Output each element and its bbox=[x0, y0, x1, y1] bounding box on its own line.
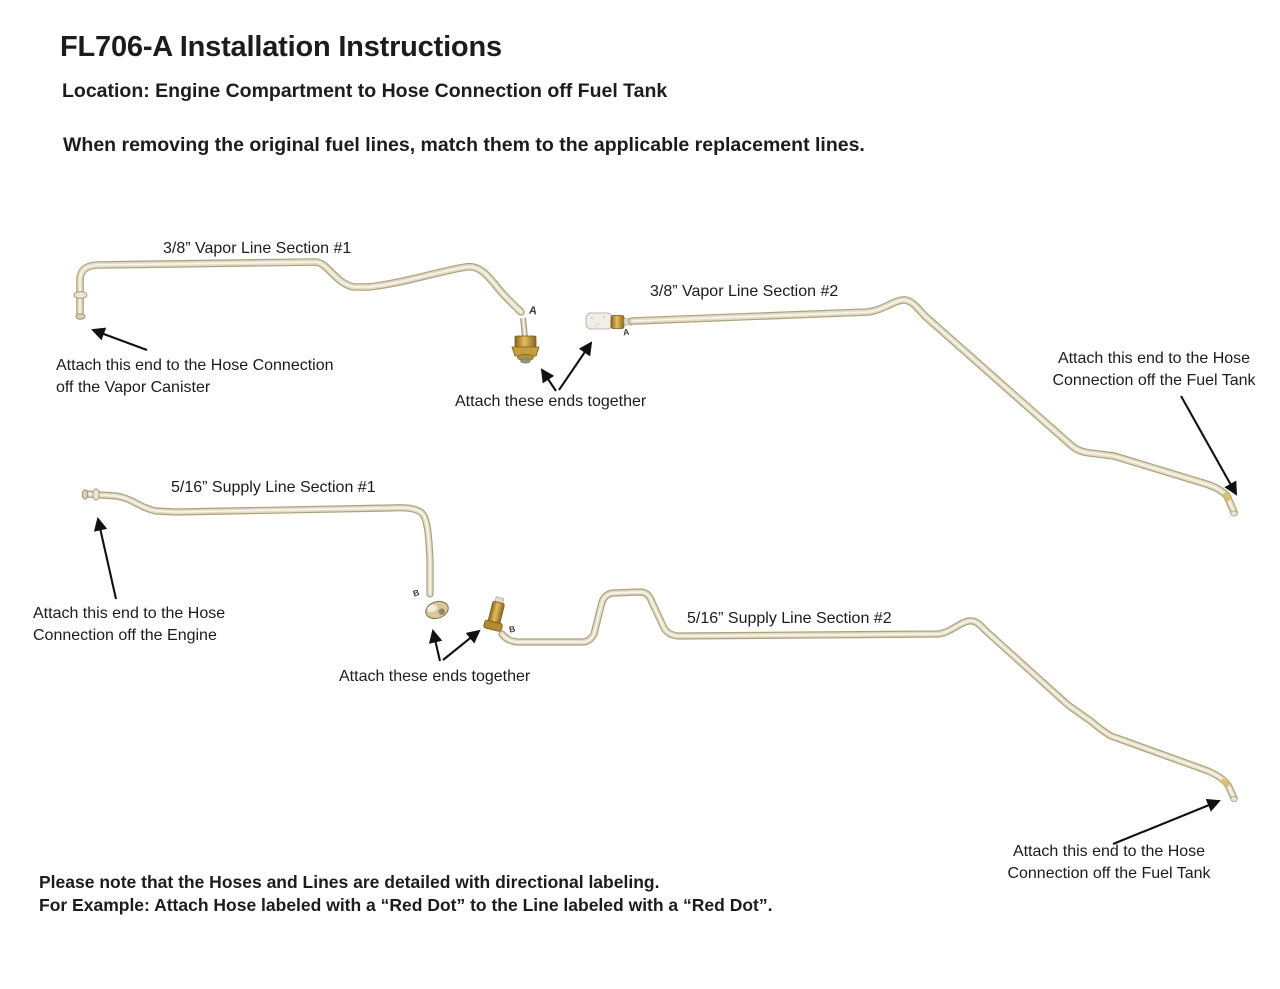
callout-line: Attach this end to the Hose bbox=[33, 605, 226, 622]
marker-b-supply-line-1: B bbox=[411, 587, 421, 599]
tube-tip bbox=[1231, 797, 1237, 802]
callout-line: Connection off the Engine bbox=[33, 626, 217, 644]
callout-vapor-canister bbox=[56, 355, 334, 398]
arrow-engine bbox=[98, 519, 116, 599]
arrow-supply-join-right bbox=[443, 631, 479, 660]
hose-bead bbox=[74, 292, 87, 299]
arrow-vapor-canister bbox=[93, 330, 147, 350]
page-title: FL706-A Installation Instructions bbox=[60, 31, 502, 63]
instruction-line: When removing the original fuel lines, match them to the applicable replacement lines. bbox=[63, 134, 865, 156]
tube-tip bbox=[1231, 511, 1238, 516]
marker-a-vapor-line-1: A bbox=[528, 304, 538, 318]
callout-line: Attach this end to the Hose bbox=[1057, 350, 1251, 367]
arrow-vapor-join-right bbox=[559, 343, 591, 390]
footer-note-line-1: Please note that the Hoses and Lines are detailed with directional labeling. bbox=[39, 872, 660, 892]
callout-line: Attach this end to the Hose bbox=[1012, 843, 1206, 860]
hose-bead bbox=[93, 489, 99, 500]
hose-tip bbox=[82, 490, 88, 499]
arrow-supply-join-left bbox=[433, 631, 440, 661]
vapor-line-2-tube bbox=[632, 300, 1237, 516]
callout-line: off the Vapor Canister bbox=[56, 378, 211, 396]
marker-b-supply-line-2: B bbox=[508, 623, 517, 635]
arrow-supply-tank bbox=[1113, 801, 1219, 844]
arrow-vapor-join-left bbox=[542, 370, 556, 391]
hose-tip bbox=[76, 314, 85, 320]
vapor-line-1-tube bbox=[74, 262, 521, 319]
callout-engine bbox=[33, 603, 225, 646]
callout-vapor-join: Attach these ends together bbox=[455, 393, 647, 410]
footer-note bbox=[39, 871, 772, 916]
callout-line: Connection off the Fuel Tank bbox=[1007, 864, 1211, 882]
marker-a-vapor-line-2: A bbox=[622, 326, 630, 338]
callout-supply-tank bbox=[998, 841, 1220, 884]
vapor-line-2-label: 3/8” Vapor Line Section #2 bbox=[650, 283, 839, 300]
footer-note-line-2: For Example: Attach Hose labeled with a “Red Dot” to the Line labeled with a “Red Dot”. bbox=[39, 894, 773, 915]
vapor-line-1-flare-fitting bbox=[512, 318, 539, 363]
supply-line-1-tube bbox=[82, 489, 430, 594]
supply-line-1-label: 5/16” Supply Line Section #1 bbox=[171, 479, 376, 496]
supply-line-2-label: 5/16” Supply Line Section #2 bbox=[687, 610, 892, 627]
supply-line-2-quick-connect bbox=[483, 595, 508, 631]
location-line: Location: Engine Compartment to Hose Connection off Fuel Tank bbox=[62, 80, 668, 102]
callout-supply-join: Attach these ends together bbox=[339, 668, 531, 685]
supply-line-1-nut-fitting bbox=[424, 599, 451, 622]
callout-line: Attach this end to the Hose Connection bbox=[56, 357, 334, 374]
vapor-line-1-label: 3/8” Vapor Line Section #1 bbox=[163, 240, 352, 257]
callout-vapor-tank bbox=[1043, 348, 1265, 391]
callout-line: Connection off the Fuel Tank bbox=[1052, 371, 1256, 389]
